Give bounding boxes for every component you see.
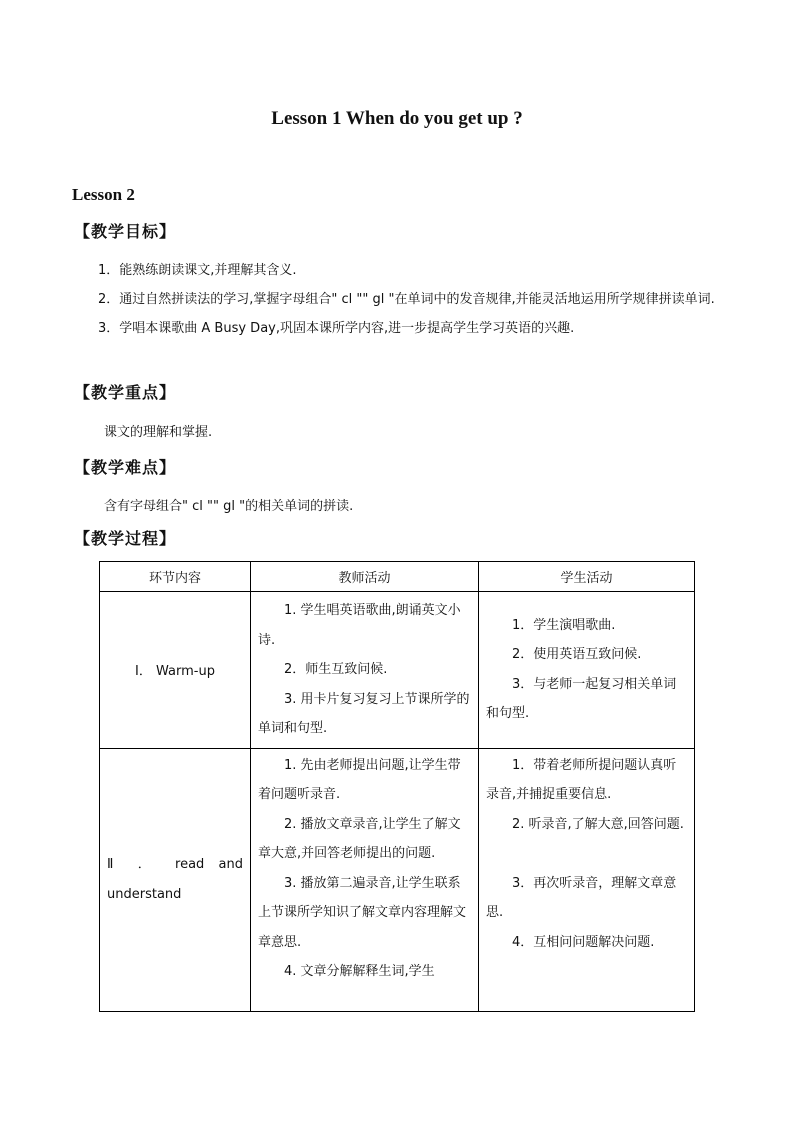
process-heading: 【教学过程】 [74, 529, 177, 548]
student-activity: 4．互相问问题解决问题. [512, 934, 655, 950]
table-row [100, 748, 695, 1011]
teacher-activity: 1. 学生唱英语歌曲,朗诵英文小诗. [258, 603, 461, 648]
table-row [100, 592, 695, 749]
student-activity: 2．使用英语互致问候. [512, 647, 642, 663]
student-activity-cell [479, 748, 695, 1011]
difficulties-text: 含有字母组合" cl "" gl "的相关单词的拼读. [104, 499, 354, 514]
objective-item: 3．学唱本课歌曲 A Busy Day,巩固本课所学内容,进一步提高学生学习英语的兴趣. [98, 321, 575, 336]
student-activity: 3．再次听录音，理解文章意思. [486, 875, 677, 920]
stage-cell [100, 748, 251, 1011]
stage-label: Ⅱ ． read and understand [107, 856, 243, 902]
student-activity: 3．与老师一起复习相关单词和句型. [486, 676, 677, 722]
teacher-activity-cell [251, 592, 479, 749]
teacher-activity: 3. 用卡片复习复习上节课所学的单词和句型. [258, 691, 470, 736]
teacher-activity: 3. 播放第二遍录音,让学生联系上节课所学知识了解文章内容理解文章意思. [258, 875, 467, 950]
objective-item: 1．能熟练朗读课文,并理解其含义. [98, 263, 297, 278]
difficulties-heading: 【教学难点】 [74, 458, 177, 477]
process-table [99, 561, 695, 1012]
objective-item: 2．通过自然拼读法的学习,掌握字母组合" cl "" gl "在单词中的发音规律,并能灵活地运用所学规律拼读单词. [98, 292, 715, 307]
teacher-activity: 2. 播放文章录音,让学生了解文章大意,并回答老师提出的问题. [258, 816, 461, 861]
student-activity-cell [479, 592, 695, 749]
table-header-row [100, 562, 695, 592]
page-title: Lesson 1 When do you get up ? [271, 108, 523, 129]
teacher-activity-cell [251, 748, 479, 1011]
student-activity: 1．带着老师所提问题认真听录音,并捕捉重要信息. [486, 757, 677, 802]
column-header-student: 学生活动 [479, 562, 695, 592]
teacher-activity: 4. 文章分解解释生词,学生 [284, 964, 435, 979]
student-activity: 2. 听录音,了解大意,回答问题. [512, 816, 684, 832]
lesson-subtitle: Lesson 2 [72, 185, 135, 204]
blank-line [486, 839, 687, 869]
column-header-teacher: 教师活动 [251, 562, 479, 592]
objectives-list [72, 256, 722, 343]
student-activity: 1．学生演唱歌曲. [512, 617, 616, 633]
stage-label: Ⅰ． Warm-up [135, 664, 215, 680]
key-points-heading: 【教学重点】 [74, 383, 177, 402]
teacher-activity: 2．师生互致问候. [284, 662, 388, 677]
key-points-text: 课文的理解和掌握. [104, 425, 213, 440]
column-header-stage: 环节内容 [100, 562, 251, 592]
objectives-heading: 【教学目标】 [74, 222, 177, 241]
teacher-activity: 1. 先由老师提出问题,让学生带着问题听录音. [258, 757, 461, 802]
stage-cell [100, 592, 251, 749]
